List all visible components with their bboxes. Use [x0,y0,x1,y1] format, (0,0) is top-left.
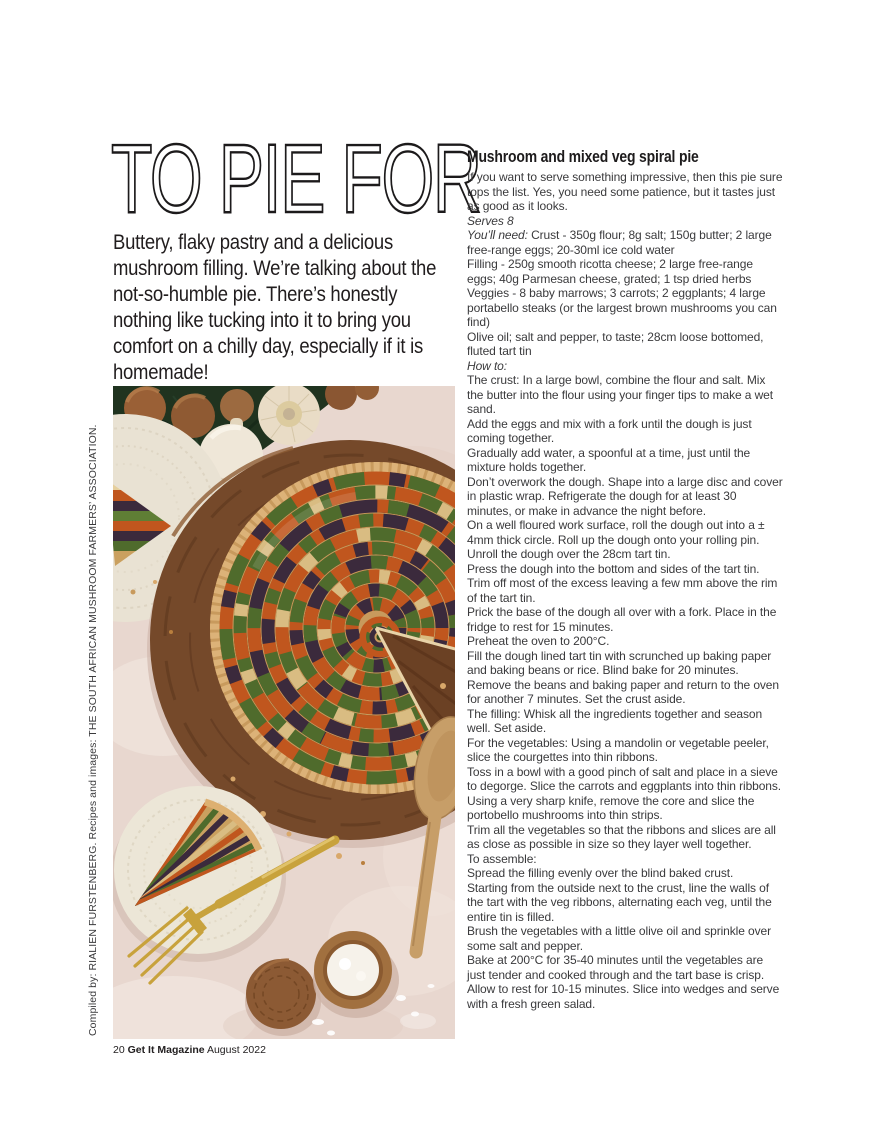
recipe-title: Mushroom and mixed veg spiral pie [467,147,699,166]
recipe-step: Don’t overwork the dough. Shape into a large disc and cover in plastic wrap. Refrigerate the dough for at least 30 minutes, or make in advance the night before. [467,474,783,518]
recipe-step: Spread the filling evenly over the blind baked crust. [467,866,734,880]
recipe-step: To assemble: [467,851,537,866]
recipe-step: Preheat the oven to 200°C. [467,634,610,648]
recipe-step: Allow to rest for 10-15 minutes. Slice into wedges and serve with a fresh green salad. [467,982,780,1011]
recipe-step: Add the eggs and mix with a fork until the dough is just coming together. [467,416,752,445]
page-title: TO PIE FOR [111,124,481,233]
credit-line: Compiled by: RIALIEN FURSTENBERG. Recipes and images: THE SOUTH AFRICAN MUSHROOM FARMERS’ ASSOCIATION. [87,424,99,1036]
recipe-step: The crust: In a large bowl, combine the flour and salt. Mix the butter into the flour using your finger tips to make a wet sand. [467,373,773,416]
recipe-intro: If you want to serve something impressive, then this pie sure tops the list. Yes, you need some patience, but it tastes just as good as it looks. [467,170,783,213]
recipe-step: Starting from the outside next to the crust, line the walls of the tart with the veg ribbons, alternating each veg, until the entire tin is filled. [467,880,772,924]
page-footer [113,1044,266,1056]
recipe-step: Prick the base of the dough all over with a fork. Place in the fridge to rest for 15 minutes. [467,605,777,634]
intro-paragraph: Buttery, flaky pastry and a delicious mushroom filling. We’re talking about the not-so-humble pie. There’s honestly nothing like tucking into it to bring you comfort on a chilly day, especially if it is homemade! [113,230,437,384]
spiral-pie-photo [113,386,455,1039]
recipe-step: Fill the dough lined tart tin with scrunched up baking paper and baking beans or rice. Blind bake for 20 minutes. Remove the beans and baking paper and return to the oven for another 7 minutes. Set the crust aside. [467,648,779,706]
recipe-step: For the vegetables: Using a mandolin or vegetable peeler, slice the courgettes into thin ribbons. [467,735,769,764]
recipe-step: Gradually add water, a spoonful at a time, just until the mixture holds together. [467,445,751,474]
recipe-step: Brush the vegetables with a little olive oil and sprinkle over some salt and pepper. [467,924,771,953]
recipe-needs-extras: Olive oil; salt and pepper, to taste; 28cm loose bottomed, fluted tart tin [467,329,764,358]
recipe-step: On a well floured work surface, roll the dough out into a ± 4mm thick circle. Roll up the dough onto your rolling pin. Unroll the dough over the 28cm tart tin. [467,518,765,561]
recipe-serves: Serves 8 [467,213,514,228]
recipe-needs-crust: You’ll need: Crust - 350g flour; 8g salt; 150g butter; 2 large free-range eggs; 20-30ml ice cold water [467,228,772,257]
magazine-name: Get It Magazine [127,1044,205,1056]
needs-label: You’ll need: [467,228,528,242]
recipe-step: Press the dough into the bottom and sides of the tart tin. Trim off most of the excess leaving a few mm above the rim of the tart tin. [467,561,778,605]
page-number: 20 [113,1044,125,1056]
recipe-step: Toss in a bowl with a good pinch of salt and place in a sieve to degorge. Slice the carrots and eggplants into thin ribbons. [467,764,782,793]
recipe-step: Trim all the vegetables so that the ribbons and slices are all as close as possible in size so they layer well together. [467,822,776,851]
recipe-step: Bake at 200°C for 35-40 minutes until the vegetables are just tender and cooked through and the tart base is crisp. [467,953,765,982]
issue-date: August 2022 [206,1044,266,1056]
recipe-step: The filling: Whisk all the ingredients together and season well. Set aside. [467,706,763,735]
recipe-step: Using a very sharp knife, remove the core and slice the portobello mushrooms into thin strips. [467,793,755,822]
recipe-needs-filling: Filling - 250g smooth ricotta cheese; 2 large free-range eggs; 40g Parmesan cheese, grated; 1 tsp dried herbs [467,257,753,286]
recipe-howto-label: How to: [467,358,507,373]
recipe-column [467,147,783,1011]
recipe-needs-veggies: Veggies - 8 baby marrows; 3 carrots; 2 eggplants; 4 large portabello steaks (or the largest brown mushrooms you can find) [467,286,777,329]
